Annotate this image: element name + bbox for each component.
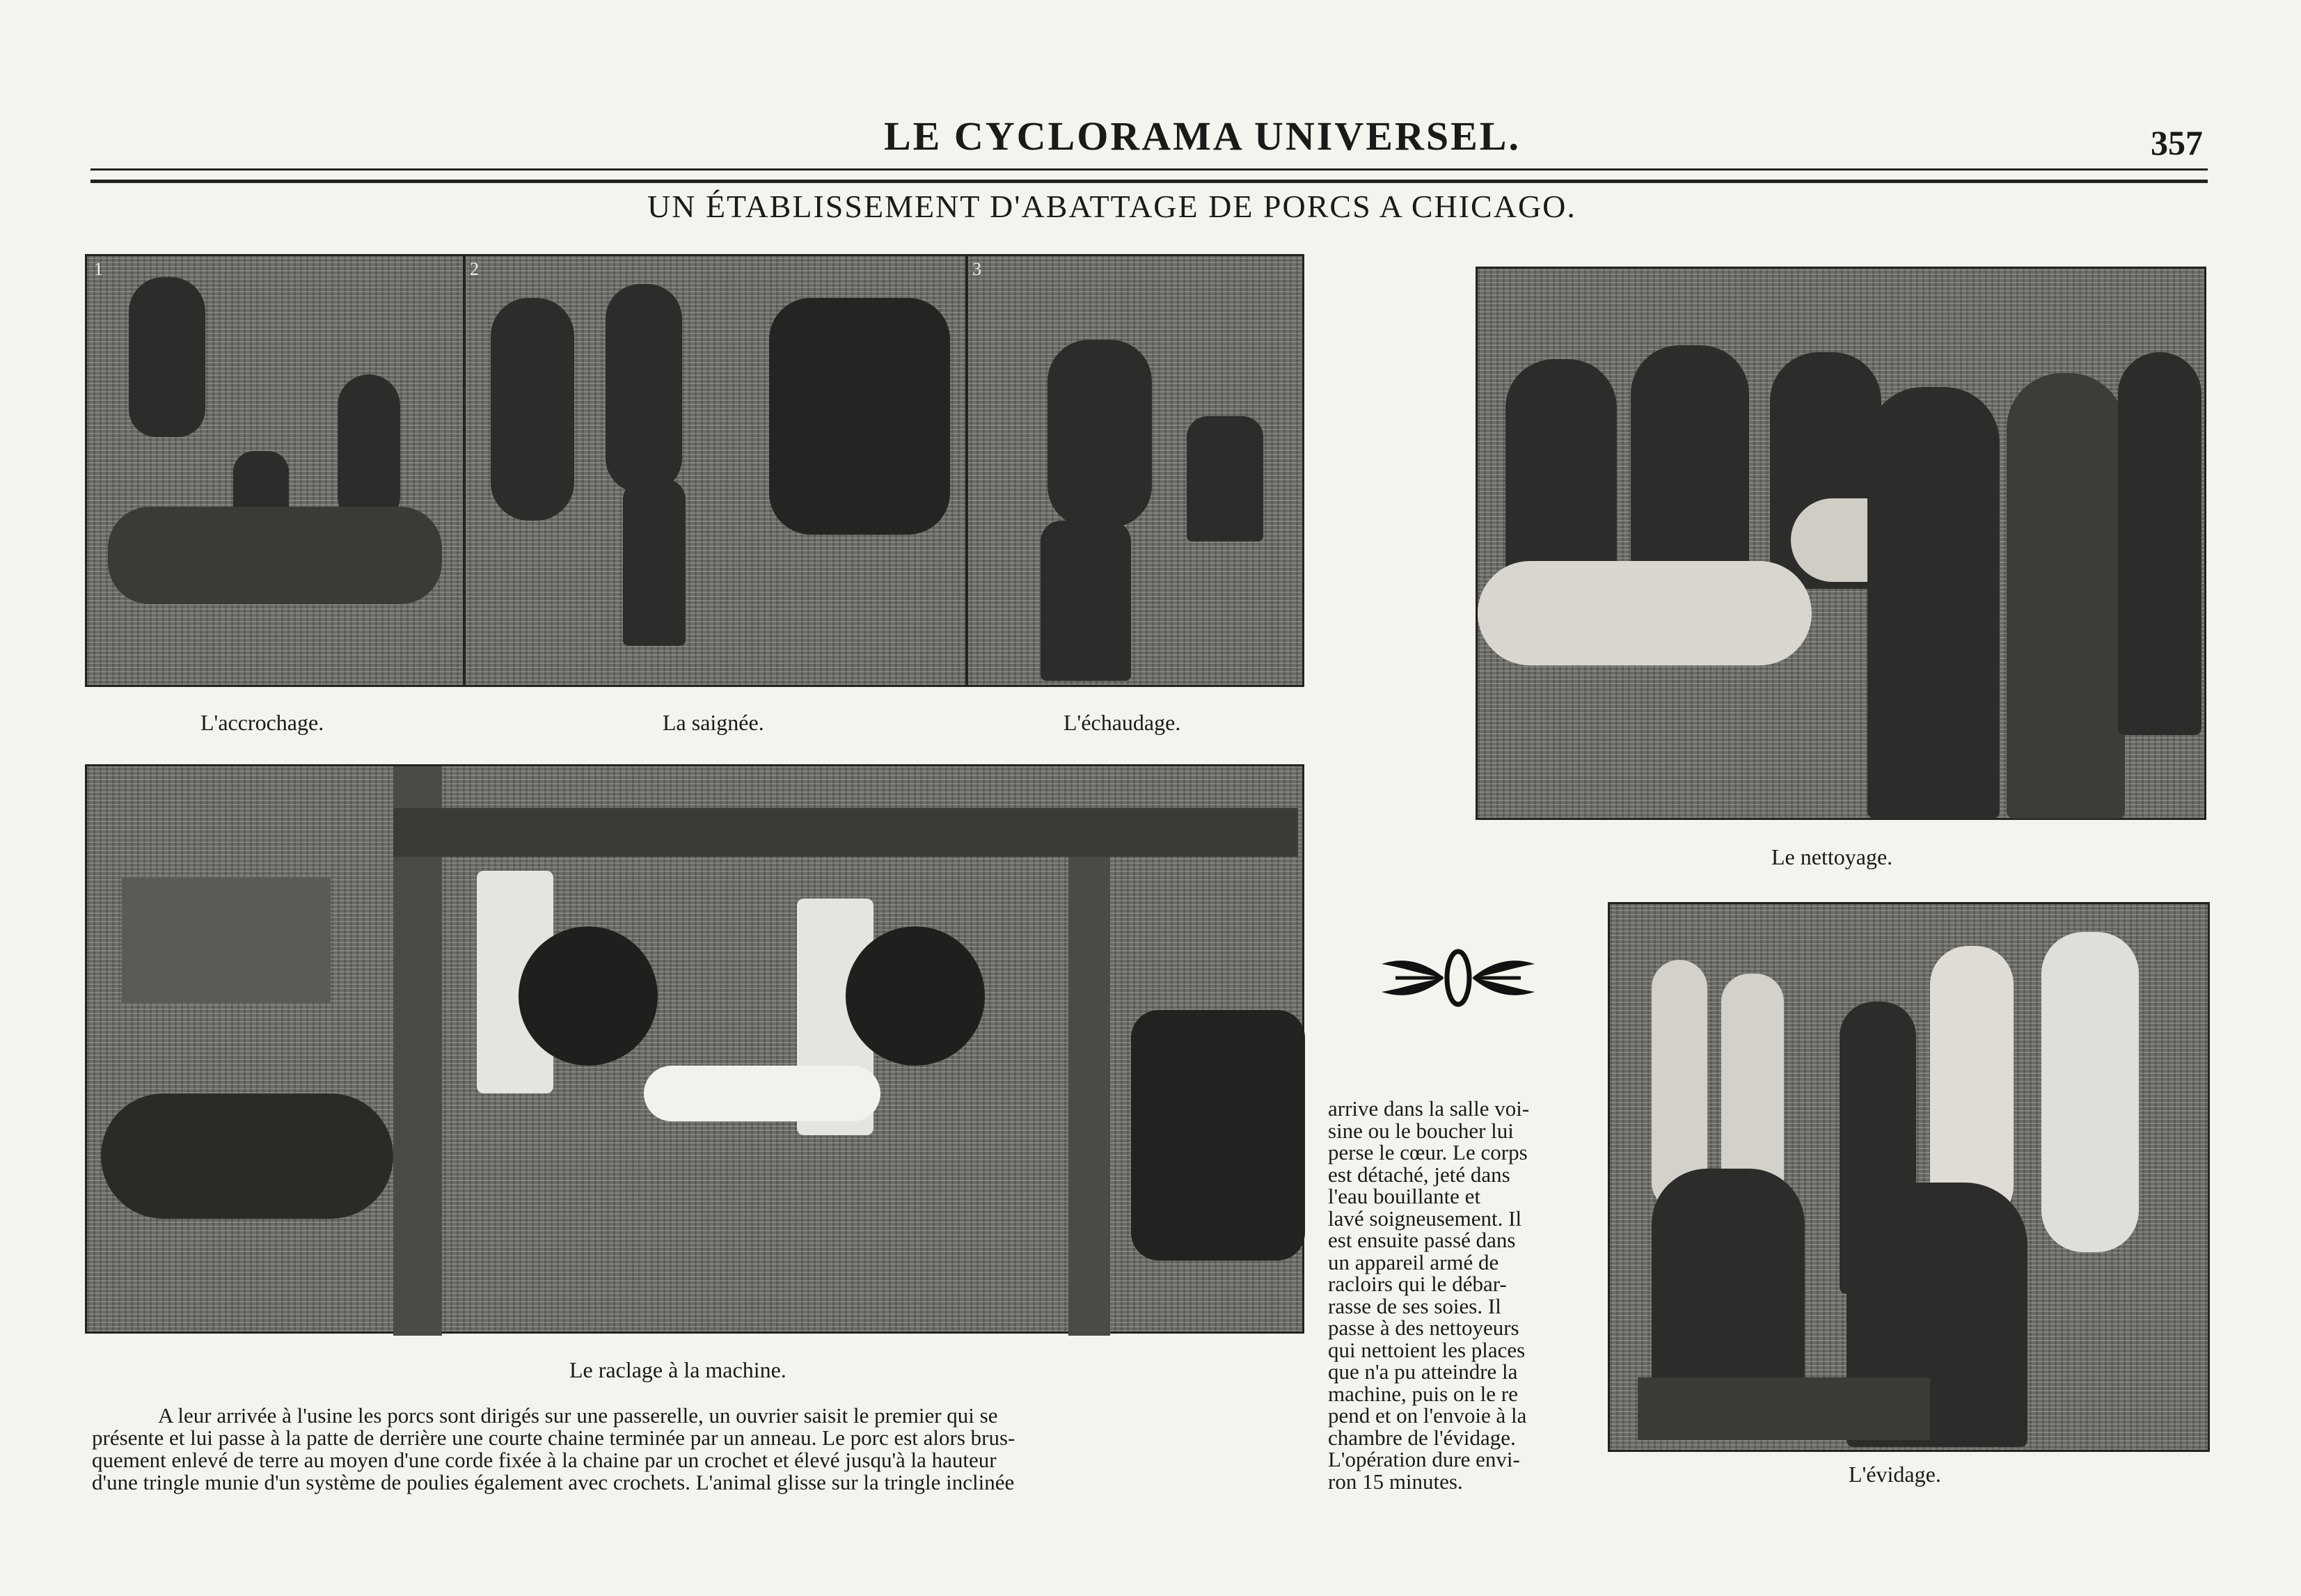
panel-number: 1 (94, 259, 103, 279)
body-line: quement enlevé de terre au moyen d'une corde fixée à la chaine par un crochet et élevé jusqu'à la hauteur (92, 1448, 997, 1472)
column-line: l'eau bouillante et (1328, 1184, 1481, 1208)
worker-figure (623, 479, 686, 646)
column-line: L'opération dure envi- (1328, 1447, 1520, 1471)
worker-figure (1631, 345, 1749, 596)
column-line: arrive dans la salle voi- (1328, 1096, 1530, 1121)
workers-group-figure (1131, 1010, 1305, 1261)
column-line: ron 15 minutes. (1328, 1469, 1463, 1494)
pig-pen-figure (108, 507, 442, 604)
caption-evidage: L'évidage. (1849, 1462, 1941, 1487)
beam-figure (393, 808, 1298, 857)
illustration-evidage (1608, 902, 2210, 1452)
column-line: est ensuite passé dans (1328, 1228, 1516, 1252)
window-figure (122, 878, 331, 1003)
worker-figure (1867, 387, 2000, 819)
scraper-wheel-figure (846, 926, 985, 1066)
worker-figure (1041, 521, 1131, 681)
caption-nettoyage: Le nettoyage. (1771, 844, 1893, 869)
panel-divider (463, 256, 466, 685)
page-number: 357 (2151, 123, 2203, 162)
illustration-nettoyage (1476, 267, 2206, 820)
column-line: sine ou le boucher lui (1328, 1118, 1514, 1143)
carcass-figure (1047, 340, 1152, 528)
caption-raclage: Le raclage à la machine. (569, 1357, 786, 1382)
column-line: racloirs qui le débar- (1328, 1272, 1507, 1296)
caption-accrochage: L'accrochage. (200, 710, 324, 735)
carcass-group-figure (769, 298, 950, 535)
body-line: d'une tringle munie d'un système de poulies également avec crochets. L'animal glisse sur la tringle inclinée (92, 1470, 1015, 1494)
caption-saignee: La saignée. (663, 710, 764, 735)
worker-figure (2007, 373, 2125, 819)
text-column (1328, 1098, 1592, 1492)
column-line: chambre de l'évidage. (1328, 1425, 1516, 1450)
running-title: LE CYCLORAMA UNIVERSEL. (884, 113, 1521, 159)
illustration-raclage (85, 764, 1304, 1334)
carcass-figure (338, 374, 400, 528)
worker-figure (2118, 352, 2201, 735)
pig-figure (101, 1093, 393, 1219)
caption-echaudage: L'échaudage. (1063, 710, 1181, 735)
column-line: un appareil armé de (1328, 1249, 1499, 1274)
article-title: UN ÉTABLISSEMENT D'ABATTAGE DE PORCS A CHICAGO. (647, 189, 1576, 224)
column-line: rasse de ses soies. Il (1328, 1293, 1501, 1318)
scraper-wheel-figure (519, 926, 658, 1066)
column-line: lavé soigneusement. Il (1328, 1206, 1522, 1231)
worker-figure (1652, 1169, 1805, 1398)
fleuron-ornament-icon (1375, 947, 1542, 1009)
carcass-figure (129, 277, 205, 437)
trough-figure (1638, 1377, 1930, 1440)
panel-divider (965, 256, 968, 685)
column-line: qui nettoient les places (1328, 1337, 1526, 1362)
carcass-figure (606, 284, 682, 493)
carcass-on-table-figure (1478, 561, 1812, 665)
column-line: que n'a pu atteindre la (1328, 1359, 1518, 1384)
column-line: machine, puis on le re (1328, 1381, 1518, 1406)
header-rule-thick (90, 180, 2208, 183)
pig-in-machine-figure (644, 1066, 880, 1121)
wooden-post-figure (1068, 850, 1110, 1336)
column-line: perse le cœur. Le corps (1328, 1140, 1528, 1164)
worker-figure (1187, 416, 1263, 542)
body-line: A leur arrivée à l'usine les porcs sont dirigés sur une passerelle, un ouvrier saisit le premier qui se (158, 1403, 998, 1428)
carcass-figure (2041, 932, 2139, 1252)
panel-number: 2 (470, 259, 479, 279)
column-line: est détaché, jeté dans (1328, 1162, 1510, 1187)
illustration-top-strip (85, 254, 1304, 687)
body-paragraph (92, 1405, 1303, 1494)
carcass-figure (491, 298, 574, 521)
column-line: pend et on l'envoie à la (1328, 1403, 1527, 1428)
header-rule (90, 168, 2208, 171)
column-line: passe à des nettoyeurs (1328, 1315, 1519, 1340)
body-line: présente et lui passe à la patte de derrière une courte chaine terminée par un anneau. Le porc est alors brus- (92, 1425, 1015, 1450)
panel-number: 3 (972, 259, 981, 279)
